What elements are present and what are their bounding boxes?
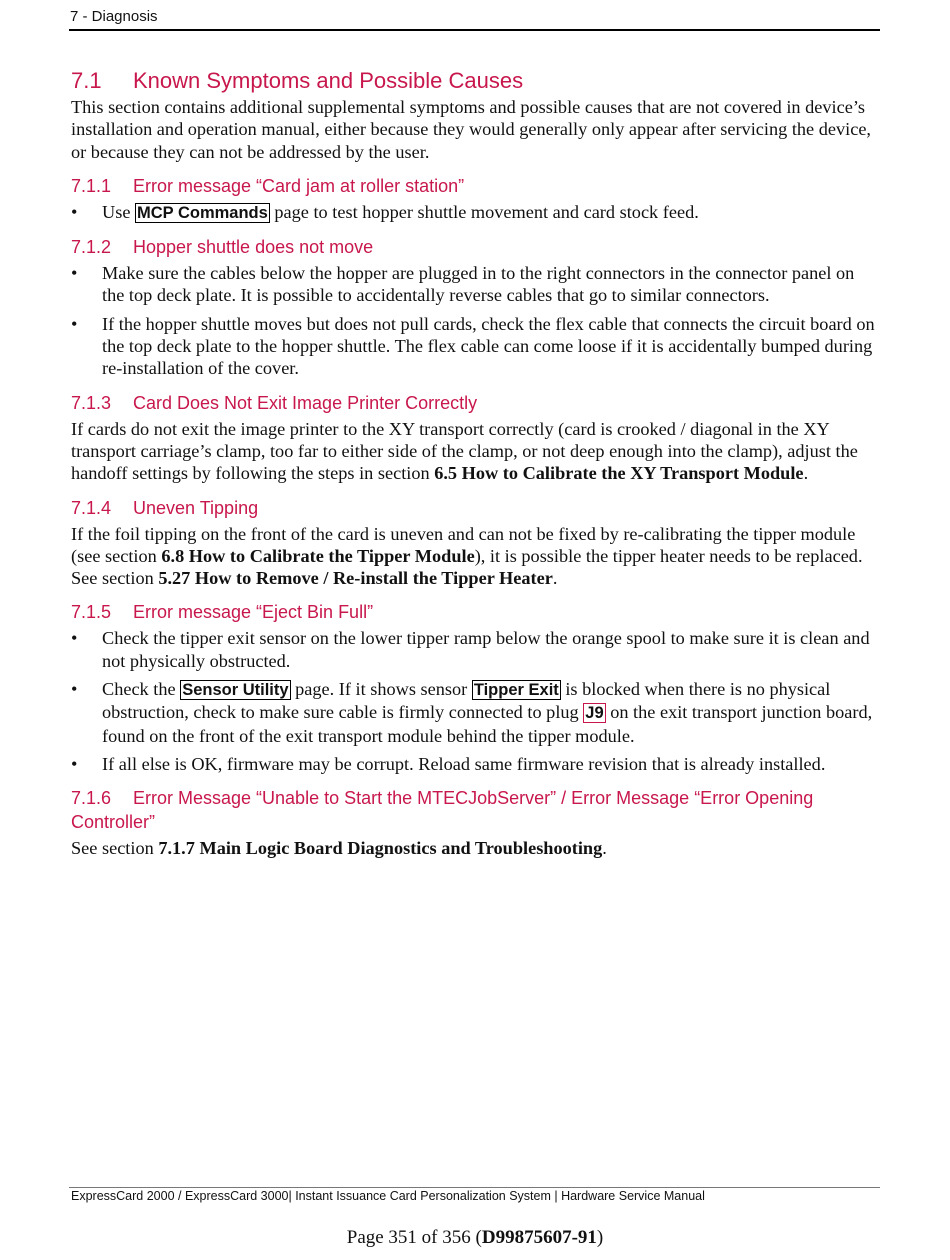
text-span: ) (596, 1227, 604, 1248)
text-span: . (552, 568, 558, 589)
section-intro-paragraph: This section contains additional supplemental symptoms and possible causes that are not covered in device’s installation and operation manual, either because they would generally only appear after servicing the device, or because they can not be addressed by the user. (71, 97, 872, 162)
section-reference: 6.5 How to Calibrate the XY Transport Module (434, 463, 804, 484)
bullet-list-7-1-5 (71, 627, 881, 775)
text-span: on the exit transport junction board, found on the front of the exit transport module behind the tipper module. (102, 702, 873, 746)
header-divider (69, 29, 880, 31)
subsection-title: Hopper shuttle does not move (133, 237, 374, 258)
text-span: . (602, 838, 607, 859)
tipper-exit-ui-label: Tipper Exit (473, 681, 559, 700)
section-reference: 7.1.7 Main Logic Board Diagnostics and Troubleshooting (158, 838, 603, 859)
list-item: • Make sure the cables below the hopper are plugged in to the right connectors in the connector panel on the top deck plate. It is possible to accidentally reverse cables that go to similar connectors. (71, 262, 881, 307)
subsection-heading-7-1-4 (71, 496, 881, 520)
text-span: is blocked when there is no physical obstruction, check to make sure cable is firmly connected to plug (102, 679, 831, 723)
subsection-title: Error Message “Unable to Start the MTECJobServer” / Error Message “Error Opening Controller” (71, 788, 814, 833)
subsection-number: 7.1.1 (71, 175, 112, 196)
section-heading-7-1 (71, 66, 881, 96)
subsection-heading-7-1-6 (71, 786, 881, 834)
list-item (71, 201, 881, 224)
text-span: See section (71, 838, 159, 859)
text-span: page to test hopper shuttle movement and card stock feed. (269, 201, 699, 222)
subsection-number: 7.1.3 (71, 392, 112, 413)
paragraph-7-1-6 (71, 837, 881, 859)
text-span: Page 351 of 356 ( (346, 1227, 482, 1248)
subsection-number: 7.1.2 (71, 237, 112, 258)
paragraph-7-1-3 (71, 418, 881, 485)
subsection-title: Error message “Eject Bin Full” (133, 602, 374, 623)
subsection-number: 7.1.6 (71, 788, 112, 809)
footer-divider (69, 1187, 880, 1188)
subsection-number: 7.1.4 (71, 497, 112, 518)
paragraph-7-1-4 (71, 523, 881, 590)
bullet-list-7-1-2 (71, 262, 881, 379)
subsection-heading-7-1-5 (71, 600, 881, 624)
footer-manual-title: ExpressCard 2000 / ExpressCard 3000| Instant Issuance Card Personalization System | Hardware Service Manual (71, 1189, 705, 1203)
text-span: Check the (102, 679, 181, 700)
document-id: D99875607-91 (481, 1227, 597, 1248)
text-span: ), it is possible the tipper heater needs to be replaced. See section (71, 545, 863, 589)
subsection-number: 7.1.5 (71, 602, 112, 623)
section-number: 7.1 (71, 68, 102, 93)
section-reference: 6.8 How to Calibrate the Tipper Module (161, 545, 475, 566)
subsection-heading-7-1-1 (71, 174, 881, 198)
list-item (71, 678, 881, 747)
page-number (0, 1227, 950, 1249)
running-header: 7 - Diagnosis (70, 8, 158, 25)
text-span: Use (102, 201, 136, 222)
list-item: • If all else is OK, firmware may be corrupt. Reload same firmware revision that is already installed. (71, 753, 881, 775)
subsection-title: Card Does Not Exit Image Printer Correctly (133, 392, 478, 413)
subsection-title: Uneven Tipping (133, 497, 259, 518)
list-item: • If the hopper shuttle moves but does not pull cards, check the flex cable that connects the circuit board on the top deck plate to the hopper shuttle. The flex cable can come loose if it is accidentally bumped during re-installation of the cover. (71, 313, 881, 380)
text-span: If the foil tipping on the front of the card is uneven and can not be fixed by re-calibrating the tipper module (see section (71, 523, 856, 566)
bullet-list-7-1-1 (71, 201, 881, 224)
mcp-commands-ui-label: MCP Commands (137, 203, 268, 222)
text-span: If cards do not exit the image printer to the XY transport correctly (card is crooked / diagonal in the XY transport carriage’s clamp, too far to either side of the clamp, or not deep enough into the clamp), adjust the handoff settings by following the steps in section (71, 418, 858, 484)
subsection-heading-7-1-2 (71, 235, 881, 259)
section-reference: 5.27 How to Remove / Re-install the Tipper Heater (158, 568, 553, 589)
list-item: • Check the tipper exit sensor on the lower tipper ramp below the orange spool to make sure it is clean and not physically obstructed. (71, 627, 881, 672)
subsection-title: Error message “Card jam at roller station” (133, 175, 465, 196)
plug-j9-label: J9 (585, 704, 604, 723)
text-span: page. If it shows sensor (290, 679, 472, 700)
page-content (71, 64, 881, 860)
sensor-utility-ui-label: Sensor Utility (182, 681, 289, 700)
subsection-heading-7-1-3 (71, 391, 881, 415)
text-span: . (803, 463, 809, 484)
section-title: Known Symptoms and Possible Causes (133, 68, 524, 93)
